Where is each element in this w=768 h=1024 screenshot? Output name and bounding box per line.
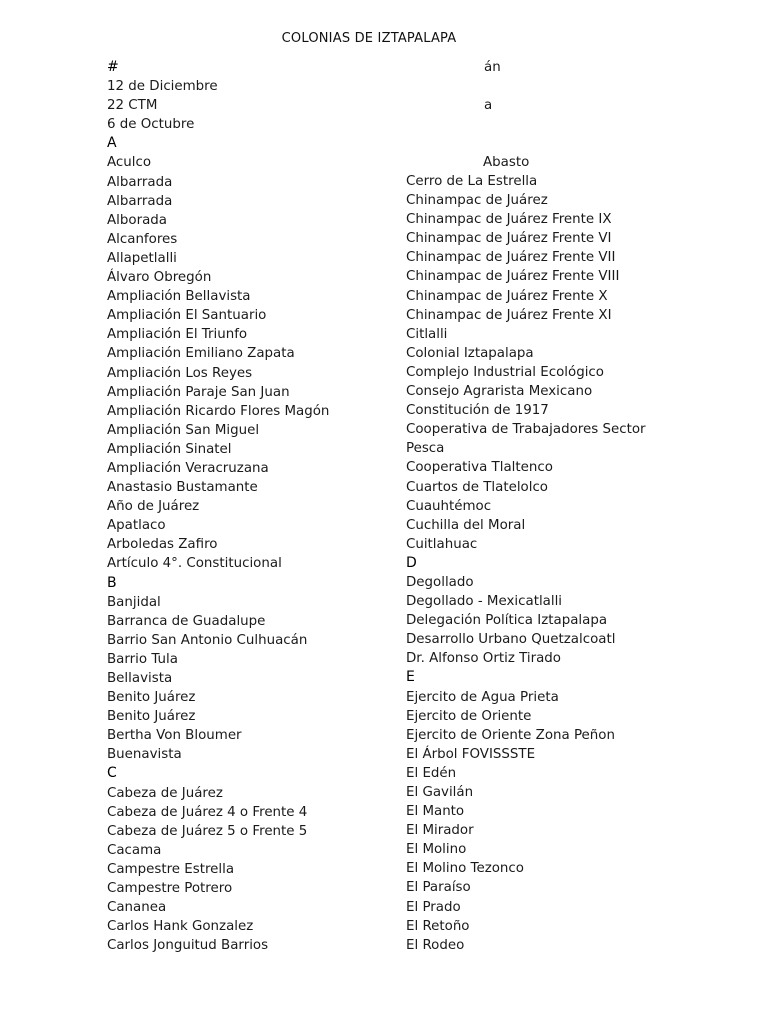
- colonia-list-item: Ampliación San Miguel: [107, 422, 260, 438]
- right-column-list: [406, 172, 676, 955]
- colonia-list-item: Ampliación Emiliano Zapata: [107, 346, 295, 362]
- section-letter-heading: A: [107, 135, 117, 152]
- colonia-list-item: Degollado - Mexicatlalli: [406, 594, 563, 610]
- colonia-list-item: Degollado: [406, 574, 474, 590]
- section-letter-heading: B: [107, 574, 117, 591]
- colonia-list-item: Ejercito de Oriente: [406, 708, 532, 724]
- colonia-list-item: Alborada: [107, 212, 167, 228]
- colonia-list-item: Barrio Tula: [107, 651, 178, 667]
- colonia-list-item: Anastasio Bustamante: [107, 480, 258, 496]
- colonia-list-item: Cananea: [107, 900, 167, 916]
- colonia-list-item: El Manto: [406, 804, 465, 820]
- colonia-list-item: El Edén: [406, 765, 457, 781]
- hidden-entry-fragment-3: Abasto: [483, 155, 530, 170]
- colonia-list-item: Ampliación El Santuario: [107, 308, 267, 324]
- section-letter-heading: D: [406, 554, 417, 571]
- left-column: [107, 58, 397, 955]
- colonia-list-item: El Paraíso: [406, 880, 471, 896]
- colonia-list-item: Ampliación Bellavista: [107, 289, 251, 305]
- colonia-list-item: Cooperativa de Trabajadores Sector: [406, 422, 646, 438]
- colonia-list-item: Benito Juárez: [107, 690, 196, 706]
- colonia-list-item: Barranca de Guadalupe: [107, 613, 266, 629]
- colonia-list-item: Cabeza de Juárez: [107, 785, 223, 801]
- colonia-list-item: Barrio San Antonio Culhuacán: [107, 632, 308, 648]
- colonia-list-item: Buenavista: [107, 747, 182, 763]
- section-letter-heading: E: [406, 669, 415, 686]
- colonia-list-item: El Árbol FOVISSSTE: [406, 746, 536, 762]
- section-letter-heading: #: [107, 59, 119, 75]
- colonia-list-item: Ampliación Paraje San Juan: [107, 384, 290, 400]
- colonia-list-item: Delegación Política Iztapalapa: [406, 613, 608, 629]
- colonia-list-item: Aculco: [107, 155, 152, 171]
- colonia-list-item: Complejo Industrial Ecológico: [406, 364, 604, 380]
- colonia-list-item: Ampliación Sinatel: [107, 441, 232, 457]
- colonia-list-item: Albarrada: [107, 193, 173, 209]
- colonia-list-item: Cuartos de Tlatelolco: [406, 479, 549, 495]
- colonia-list-item: Chinampac de Juárez: [406, 193, 548, 209]
- colonia-list-item: El Retoño: [406, 918, 470, 934]
- colonia-list-item: Constitución de 1917: [406, 403, 549, 419]
- hidden-entry-fragment-1: án: [484, 60, 501, 75]
- colonia-list-item: Apatlaco: [107, 518, 166, 534]
- colonia-list-item: Campestre Estrella: [107, 861, 235, 877]
- colonia-list-item: Cuchilla del Moral: [406, 517, 526, 533]
- colonia-list-item: Consejo Agrarista Mexicano: [406, 384, 593, 400]
- colonia-list-item: Chinampac de Juárez Frente VIII: [406, 269, 620, 285]
- colonia-list-item: Desarrollo Urbano Quetzalcoatl: [406, 632, 616, 648]
- colonia-list-item: Ampliación Los Reyes: [107, 365, 253, 381]
- colonia-list-item: Cuitlahuac: [406, 536, 478, 552]
- colonia-list-item: Chinampac de Juárez Frente X: [406, 288, 608, 304]
- colonia-list-item: Cerro de La Estrella: [406, 174, 538, 189]
- colonia-list-item: Cacama: [107, 842, 162, 858]
- colonia-list-item: Chinampac de Juárez Frente VII: [406, 250, 616, 266]
- colonia-list-item: 6 de Octubre: [107, 117, 195, 133]
- colonia-list-item: Bellavista: [107, 671, 173, 686]
- colonia-list-item: Cuauhtémoc: [406, 498, 492, 514]
- colonia-list-item: Bertha Von Bloumer: [107, 728, 242, 744]
- colonia-list-item: Pesca: [406, 441, 445, 457]
- section-letter-heading: C: [107, 765, 117, 782]
- colonia-list-item: Ejercito de Oriente Zona Peñon: [406, 727, 615, 743]
- colonia-list-item: Carlos Hank Gonzalez: [107, 919, 254, 935]
- colonia-list-item: El Gavilán: [406, 785, 474, 800]
- colonia-list-item: 22 CTM: [107, 98, 158, 114]
- colonia-list-item: Cooperativa Tlaltenco: [406, 460, 553, 476]
- colonia-list-item: Chinampac de Juárez Frente XI: [406, 307, 612, 323]
- colonia-list-item: Ampliación Veracruzana: [107, 460, 269, 476]
- colonia-list-item: El Rodeo: [406, 937, 465, 953]
- page-title: COLONIAS DE IZTAPALAPA: [281, 31, 457, 46]
- colonia-list-item: 12 de Diciembre: [107, 79, 218, 95]
- colonia-list-item: Arboledas Zafiro: [107, 537, 218, 553]
- colonia-list-item: Allapetlalli: [107, 250, 177, 266]
- colonia-list-item: Banjidal: [107, 594, 161, 610]
- colonia-list-item: Ejercito de Agua Prieta: [406, 689, 559, 705]
- colonia-list-item: Alcanfores: [107, 231, 178, 247]
- colonia-list-item: Artículo 4°. Constitucional: [107, 556, 282, 572]
- hidden-entry-fragment-2: a: [484, 98, 493, 113]
- colonia-list-item: El Molino Tezonco: [406, 861, 524, 877]
- colonia-list-item: Álvaro Obregón: [107, 270, 212, 286]
- colonia-list-item: Dr. Alfonso Ortiz Tirado: [406, 651, 561, 667]
- colonia-list-item: Campestre Potrero: [107, 881, 233, 897]
- colonia-list-item: El Mirador: [406, 823, 474, 839]
- colonia-list-item: El Molino: [406, 842, 467, 858]
- colonia-list-item: Cabeza de Juárez 4 o Frente 4: [107, 804, 308, 820]
- colonia-list-item: Carlos Jonguitud Barrios: [107, 938, 269, 954]
- partially-hidden-entries: [406, 58, 676, 172]
- colonia-list-item: Albarrada: [107, 174, 173, 190]
- colonia-list-item: Benito Juárez: [107, 709, 196, 725]
- colonia-list-item: Ampliación El Triunfo: [107, 327, 248, 343]
- colonia-list-item: Chinampac de Juárez Frente IX: [406, 212, 612, 228]
- colonia-list-item: Chinampac de Juárez Frente VI: [406, 231, 612, 247]
- colonia-list-item: Cabeza de Juárez 5 o Frente 5: [107, 823, 308, 839]
- colonia-list-item: Año de Juárez: [107, 499, 200, 515]
- colonia-list-item: Citlalli: [406, 326, 448, 342]
- right-column: [406, 58, 676, 955]
- colonia-list-item: Ampliación Ricardo Flores Magón: [107, 403, 330, 419]
- colonia-list-item: El Prado: [406, 899, 461, 915]
- colonia-list-item: Colonial Iztapalapa: [406, 345, 534, 361]
